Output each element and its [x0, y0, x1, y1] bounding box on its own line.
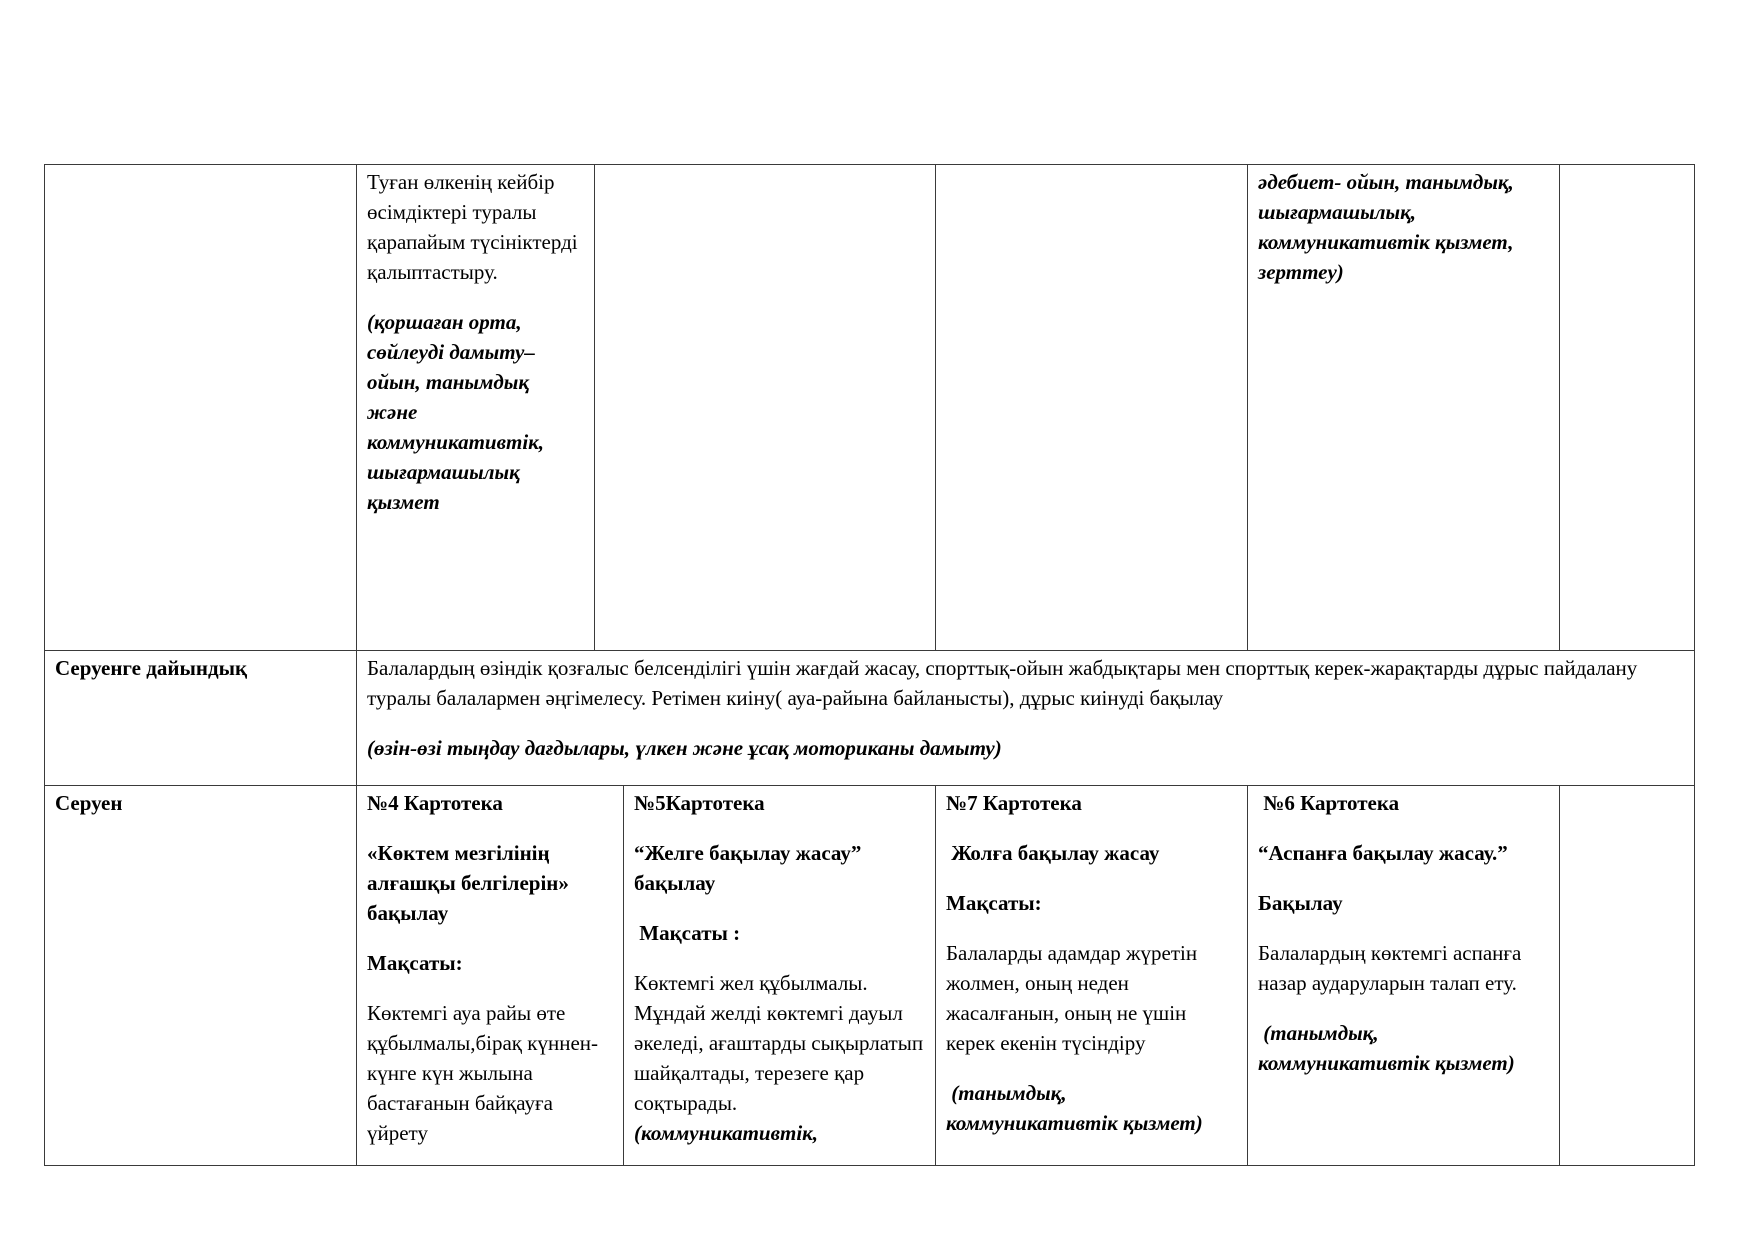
- row3-c3-cell: [936, 785, 1247, 1165]
- row3-c4-title: “Аспанға бақылау жасау.”: [1258, 841, 1508, 865]
- row1-col5-tag: әдебиет- ойын, танымдық, шығармашылық, коммуникативтік қызмет, зерттеу): [1258, 170, 1514, 284]
- row2-label-cell: [45, 650, 356, 785]
- row3-label-cell: [45, 785, 356, 1165]
- row2-content-cell: [357, 650, 1694, 785]
- row3-c3-tag: (танымдық, коммуникативтік қызмет): [946, 1081, 1203, 1135]
- row3-c2-tag: (коммуникативтік,: [634, 1121, 819, 1145]
- row3-c2-text: Көктемгі жел құбылмалы. Мұндай желді көктемгі дауыл әкеледі, ағаштарды сықырлатып шайқалтады, терезеге қар соқтырады.: [634, 971, 924, 1115]
- table-col-divider-row1-b: [935, 164, 936, 651]
- row3-c3-goal-label: Мақсаты:: [946, 891, 1042, 915]
- table-border-right: [1694, 164, 1695, 1166]
- row3-c1-cell: [357, 785, 623, 1165]
- row3-c1-text: Көктемгі ауа райы өте құбылмалы,бірақ күннен-күнге күн жылына бастағанын байқауға үйрету: [367, 1001, 598, 1145]
- row3-c2-title: “Желге бақылау жасау” бақылау: [634, 841, 862, 895]
- row3-c3-card: №7 Картотека: [946, 791, 1082, 815]
- row3-c4-tag: (танымдық, коммуникативтік қызмет): [1258, 1021, 1515, 1075]
- row3-c1-card: №4 Картотека: [367, 791, 503, 815]
- row3-c4-card: №6 Картотека: [1258, 791, 1400, 815]
- row3-c4-cell: [1248, 785, 1559, 1165]
- row1-col5-cell: [1248, 164, 1559, 650]
- row3-c3-text: Балаларды адамдар жүретін жолмен, оның неден жасалғанын, оның не үшін керек екенін түсіндіру: [946, 941, 1198, 1055]
- row2-text: Балалардың өзіндік қозғалыс белсенділігі үшін жағдай жасау, спорттық-ойын жабдықтары мен спорттық керек-жарақтарды дұрыс пайдалану туралы балалармен әңгімелесу. Ретімен киіну( ауа-райына байланысты), дұрыс киінуді бақылау: [367, 656, 1638, 710]
- row2-label: Серуенге дайындық: [55, 656, 248, 680]
- row3-c4-subtitle: Бақылау: [1258, 891, 1343, 915]
- row3-label: Серуен: [55, 791, 123, 815]
- table-col-divider-row3-d: [1559, 785, 1560, 1166]
- row3-c4-text: Балалардың көктемгі аспанға назар аударуларын талап ету.: [1258, 941, 1522, 995]
- row1-col2-tag: (қоршаған орта, сөйлеуді дамыту– ойын, танымдық және коммуникативтік, шығармашылық қызмет: [367, 310, 545, 514]
- row3-c3-title: Жолға бақылау жасау: [946, 841, 1160, 865]
- table-border-bottom: [44, 1165, 1695, 1166]
- row2-tag: (өзін-өзі тыңдау дағдылары, үлкен және ұсақ моториканы дамыту): [367, 736, 1002, 760]
- row3-c2-goal-label: Мақсаты :: [634, 921, 741, 945]
- table-col-divider-row1-d: [1559, 164, 1560, 651]
- row1-col2-cell: [357, 164, 594, 650]
- row3-c2-card: №5Картотека: [634, 791, 765, 815]
- row3-c2-cell: [624, 785, 935, 1165]
- row3-c1-title: «Көктем мезгілінің алғашқы белгілерін» бақылау: [367, 841, 569, 925]
- row3-c1-goal-label: Мақсаты:: [367, 951, 463, 975]
- table-col-divider-row1-a: [594, 164, 595, 651]
- row1-col2-text: Туған өлкенің кейбір өсімдіктері туралы қарапайым түсініктерді қалыптастыру.: [367, 170, 578, 284]
